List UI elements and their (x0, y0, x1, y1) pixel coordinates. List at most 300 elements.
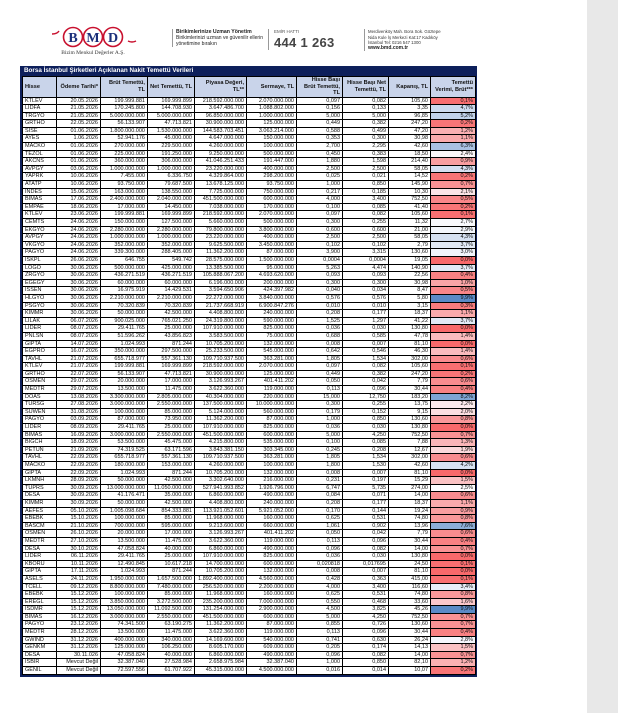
table-cell: 1.530.000.000 (148, 127, 195, 135)
ticker-cell: KTLEV (23, 97, 57, 105)
table-cell: 125.000.000 (101, 644, 148, 652)
table-cell: 8.800.000.000 (101, 583, 148, 591)
table-cell: 0,177 (343, 310, 389, 318)
table-row (23, 644, 476, 652)
table-row (23, 416, 476, 424)
table-row (23, 537, 476, 545)
table-cell: 25.000.000 (148, 424, 195, 432)
table-cell: 09.12.2026 (57, 583, 101, 591)
table-cell: 138.550.000 (148, 188, 195, 196)
table-cell: 0,008 (297, 340, 343, 348)
table-cell: 0,170 (297, 507, 343, 515)
table-cell: 15.10.2026 (57, 515, 101, 523)
table-cell: 214,40 (389, 158, 431, 166)
table-cell: 125.000.000 (247, 370, 297, 378)
table-cell: 21.07.2026 (57, 355, 101, 363)
yield-cell: 0,6% (431, 530, 476, 538)
table-cell: 0,036 (297, 424, 343, 432)
ticker-cell: EGEGY (23, 279, 57, 287)
table-cell: 490.000.000 (247, 651, 297, 659)
order-hotline-number: 444 1 263 (274, 35, 335, 50)
company-address (364, 29, 478, 51)
table-cell: 03.09.2026 (57, 416, 101, 424)
table-cell: 0,630 (343, 636, 389, 644)
table-cell: 06.11.2026 (57, 553, 101, 561)
table-row (23, 370, 476, 378)
table-cell: 0,007 (343, 469, 389, 477)
table-cell: 3.300.000.000 (101, 393, 148, 401)
table-cell: 3.583.500.000 (195, 332, 247, 340)
table-cell: 27.10.2026 (57, 537, 101, 545)
table-cell: 47.713.821 (148, 370, 195, 378)
table-cell: 127.500.000 (148, 219, 195, 227)
table-cell: 41,40 (389, 203, 431, 211)
table-cell: 61.707.922 (148, 667, 195, 675)
table-cell: 0,741 (297, 636, 343, 644)
table-cell: 24.06.2026 (57, 226, 101, 234)
table-cell: 74.319.525 (101, 446, 148, 454)
table-cell: 1.000.000.000 (101, 165, 148, 173)
table-cell: 32.387.040 (101, 659, 148, 667)
table-cell: 540.000.000 (247, 636, 297, 644)
table-row (23, 492, 476, 500)
table-row (23, 553, 476, 561)
table-cell: 0,008 (297, 469, 343, 477)
ticker-cell: GENIL (23, 667, 57, 675)
table-cell: 169.999.899 (148, 211, 195, 219)
column-header: Ödeme Tarihi* (57, 77, 101, 98)
table-cell: 107.910.000.000 (195, 325, 247, 333)
table-cell: 9,15 (389, 408, 431, 416)
table-cell: 119.000.000 (247, 537, 297, 545)
table-cell: 31.12.2026 (57, 644, 101, 652)
table-cell: 2.550.000.000 (148, 431, 195, 439)
table-cell: 16.09.2026 (57, 431, 101, 439)
yield-cell: 0,7% (431, 181, 476, 189)
table-cell: 2,500 (343, 234, 389, 242)
ticker-cell: EGPRO (23, 348, 57, 356)
column-header: Hisse Başı Net Temettü, TL (343, 77, 389, 98)
table-cell: 655.718.977 (101, 355, 148, 363)
table-row (23, 598, 476, 606)
table-row (23, 310, 476, 318)
table-cell: 1,800 (297, 462, 343, 470)
table-cell: 0,197 (343, 477, 389, 485)
table-row (23, 317, 476, 325)
address-line-2: Nida Kule İş Merkezi Kat:17 Kadıköy (368, 34, 438, 40)
table-cell: 0,449 (297, 370, 343, 378)
table-cell: 170.000.000 (247, 203, 297, 211)
table-row (23, 507, 476, 515)
table-cell: 01.06.2026 (57, 143, 101, 151)
table-cell: 0,096 (343, 537, 389, 545)
table-cell: 10.06.2026 (57, 173, 101, 181)
table-cell: 218.592.000.000 (195, 97, 247, 105)
table-cell: 3.840.000.000 (247, 294, 297, 302)
yield-cell: 0,0% (431, 553, 476, 561)
table-cell: 2,500 (297, 234, 343, 242)
table-row (23, 393, 476, 401)
table-cell: 16.12.2026 (57, 613, 101, 621)
table-cell: 2.070.000.000 (247, 211, 297, 219)
table-cell: 30.06.2026 (57, 310, 101, 318)
yield-cell: 0,6% (431, 355, 476, 363)
table-cell: 5,000 (297, 613, 343, 621)
table-cell: 0,850 (343, 659, 389, 667)
table-cell: 1,534 (343, 454, 389, 462)
table-cell: 0,096 (343, 386, 389, 394)
table-cell: 752,50 (389, 431, 431, 439)
table-cell: 74,80 (389, 515, 431, 523)
table-cell: 109.710.937.500 (195, 355, 247, 363)
table-row (23, 226, 476, 234)
ticker-cell: GRTHO (23, 370, 57, 378)
table-row (23, 522, 476, 530)
table-cell: 825.000.000 (247, 553, 297, 561)
table-cell: 11.050.000.000 (148, 484, 195, 492)
table-cell: 0,585 (343, 332, 389, 340)
table-cell: 17.06.2026 (57, 196, 101, 204)
table-cell: 3.126.993.267 (195, 530, 247, 538)
table-cell: 0,546 (343, 348, 389, 356)
table-cell: 42.500.000 (148, 477, 195, 485)
table-cell: 199.999.881 (101, 211, 148, 219)
yield-cell: 0,3% (431, 302, 476, 310)
ticker-cell: TURSG (23, 401, 57, 409)
table-cell: 3.000.000.000 (101, 431, 148, 439)
table-cell: 4,500 (297, 606, 343, 614)
table-cell: 130,80 (389, 553, 431, 561)
yield-cell: 0,2% (431, 173, 476, 181)
table-cell: 169.999.899 (148, 97, 195, 105)
table-row (23, 530, 476, 538)
table-cell: 2,500 (343, 165, 389, 173)
table-cell: 600.000.000 (247, 560, 297, 568)
table-cell: 0,100 (297, 203, 343, 211)
yield-cell: 1,1% (431, 135, 476, 143)
table-cell: 52.941.176 (101, 135, 148, 143)
yield-cell: 0,1% (431, 211, 476, 219)
table-cell: 15.12.2026 (57, 591, 101, 599)
table-cell: 0,255 (343, 219, 389, 227)
table-cell: 100.000.000 (101, 515, 148, 523)
table-cell: 113.921.052.601 (195, 507, 247, 515)
yield-cell: 0,7% (431, 431, 476, 439)
table-body (23, 97, 476, 674)
table-cell: 4,000 (297, 196, 343, 204)
table-cell: 70.320.839 (148, 302, 195, 310)
table-cell: 0,050 (297, 530, 343, 538)
table-row (23, 355, 476, 363)
table-cell: 10.705.200.000 (195, 568, 247, 576)
table-cell: 58,05 (389, 234, 431, 242)
table-cell: 274,00 (389, 484, 431, 492)
table-cell: 527.941.993.852 (195, 484, 247, 492)
table-cell: 22.05.2026 (57, 120, 101, 128)
table-cell: 0,300 (343, 135, 389, 143)
table-cell: 19,24 (389, 507, 431, 515)
table-cell: 871.244 (148, 340, 195, 348)
table-cell: 0,600 (297, 226, 343, 234)
table-cell: 170.245.800 (101, 105, 148, 113)
table-cell: 750.000.000 (247, 188, 297, 196)
table-cell: 240.000.000 (247, 499, 297, 507)
bmd-logo (48, 25, 138, 59)
table-cell: 3.063.214.000 (247, 127, 297, 135)
table-cell: 0,0004 (297, 256, 343, 264)
table-cell: 14.700.000.000 (195, 560, 247, 568)
table-cell: 10.000.000.000 (247, 401, 297, 409)
yield-cell: 2,4% (431, 150, 476, 158)
table-cell: 0,245 (297, 446, 343, 454)
table-cell: 1.926.796.000 (247, 484, 297, 492)
table-cell: 87.000.000 (101, 416, 148, 424)
table-row (23, 211, 476, 219)
ticker-cell: DESA (23, 651, 57, 659)
table-cell: 24,50 (389, 560, 431, 568)
yield-cell: 3,7% (431, 317, 476, 325)
table-row (23, 462, 476, 470)
table-cell: 30.06.2026 (57, 302, 101, 310)
table-cell: 22.272.000.000 (195, 294, 247, 302)
table-row (23, 386, 476, 394)
ticker-cell: KTLEV (23, 211, 57, 219)
table-cell: 0,010 (297, 302, 343, 310)
table-cell: 4.500.000.000 (247, 667, 297, 675)
table-cell: 5,735 (343, 484, 389, 492)
table-cell: 14,00 (389, 651, 431, 659)
table-cell: 08.09.2026 (57, 424, 101, 432)
table-cell: 3,825 (343, 606, 389, 614)
website-link[interactable]: www.bmd.com.tr (368, 44, 409, 51)
table-cell: 21.05.2026 (57, 112, 101, 120)
table-cell: 15.06.2026 (57, 188, 101, 196)
table-cell: 6,747 (297, 484, 343, 492)
table-cell: 130,80 (389, 424, 431, 432)
table-cell: 40.000.000 (148, 651, 195, 659)
table-row (23, 560, 476, 568)
yield-cell: 0,2% (431, 667, 476, 675)
table-cell: 13.500.000 (101, 386, 148, 394)
table-cell: 0,036 (297, 553, 343, 561)
table-cell: 79.687.500 (148, 181, 195, 189)
table-cell: 107.910.000.000 (195, 424, 247, 432)
ticker-cell: TEZOL (23, 150, 57, 158)
ticker-cell: ISSEN (23, 287, 57, 295)
table-cell: 82,10 (389, 659, 431, 667)
table-cell: 137.500.000.000 (195, 401, 247, 409)
table-row (23, 105, 476, 113)
yield-cell: 0,2% (431, 203, 476, 211)
table-cell: 0,0004 (343, 256, 389, 264)
table-cell: 132.000.000 (247, 340, 297, 348)
table-cell: 2.040.000.000 (148, 196, 195, 204)
table-cell: 0,850 (343, 416, 389, 424)
table-cell: 85.000.000 (148, 591, 195, 599)
table-cell: 132.000.000 (247, 469, 297, 477)
table-cell: 0,855 (297, 621, 343, 629)
table-cell: 3,400 (343, 196, 389, 204)
table-cell: Mevcut Değil (57, 659, 101, 667)
ticker-cell: LIDFA (23, 105, 57, 113)
svg-text:M: M (86, 31, 100, 46)
table-cell: 160.000.000 (247, 591, 297, 599)
table-cell: 0,208 (297, 310, 343, 318)
ticker-cell: OSMEN (23, 530, 57, 538)
table-cell: 3.622.360.000 (195, 537, 247, 545)
table-cell: 130,60 (389, 249, 431, 257)
table-cell: 660.000.000 (247, 522, 297, 530)
ticker-cell: PETUN (23, 446, 57, 454)
table-cell: 436.271.519 (101, 272, 148, 280)
table-cell: 13.385.500.000 (195, 264, 247, 272)
table-cell: 425.000.000 (148, 264, 195, 272)
table-cell: 12.490.845 (101, 560, 148, 568)
table-cell: 107.910.000.000 (195, 553, 247, 561)
table-cell: 29.411.765 (101, 424, 148, 432)
table-row (23, 127, 476, 135)
table-row (23, 112, 476, 120)
table-cell: 3.622.360.000 (195, 629, 247, 637)
table-cell: 220.000.000 (247, 393, 297, 401)
table-cell: 30.06.2026 (57, 279, 101, 287)
ticker-cell: EKGYO (23, 226, 57, 234)
table-cell: 160.000.000 (247, 515, 297, 523)
table-cell: 42.500.000 (148, 310, 195, 318)
table-row (23, 196, 476, 204)
table-cell: 600.000.000 (247, 431, 297, 439)
table-row (23, 575, 476, 583)
table-row (23, 408, 476, 416)
ticker-cell: AEFES (23, 507, 57, 515)
table-cell: 298.200.000 (247, 173, 297, 181)
table-cell: 0,007 (343, 568, 389, 576)
table-cell: 225.000.000 (101, 150, 148, 158)
yield-cell: 0,9% (431, 158, 476, 166)
table-cell: 15.12.2026 (57, 606, 101, 614)
yield-cell: 1,5% (431, 644, 476, 652)
table-cell: 130,60 (389, 416, 431, 424)
table-cell: 0,300 (297, 279, 343, 287)
column-header: Hisse Başı Brüt Temettü, TL (297, 77, 343, 98)
table-cell: 0,010 (343, 302, 389, 310)
yield-cell: 0,1% (431, 575, 476, 583)
table-cell: 130,80 (389, 325, 431, 333)
yield-cell: 0,7% (431, 545, 476, 553)
table-row (23, 667, 476, 675)
table-cell: 0,085 (343, 439, 389, 447)
table-cell: 0,428 (297, 575, 343, 583)
ticker-cell: ZRGYO (23, 272, 57, 280)
table-cell: 1.005.098.684 (101, 507, 148, 515)
table-cell: 17.000.000 (148, 378, 195, 386)
table-cell: 0,726 (343, 621, 389, 629)
table-cell: 47.713.821 (148, 120, 195, 128)
address-line-3: İstanbul Tel: 0216 547 1300 (368, 40, 421, 46)
table-cell: 0,300 (297, 401, 343, 409)
table-cell: 3.647.486.700 (195, 105, 247, 113)
table-cell: 256.520.000.000 (195, 583, 247, 591)
table-cell: 339.300.000 (101, 249, 148, 257)
table-cell: 20.05.2026 (57, 97, 101, 105)
table-cell: 132.000.000 (247, 568, 297, 576)
table-cell: 140,90 (389, 264, 431, 272)
yield-cell: 0,9% (431, 507, 476, 515)
table-cell: 3,315 (343, 249, 389, 257)
table-row (23, 469, 476, 477)
table-cell: 247,20 (389, 120, 431, 128)
address-line-1: Merdivenköy Mah. Bora Sok. Göztepe (368, 29, 441, 34)
yield-cell: 4,7% (431, 105, 476, 113)
ticker-cell: ISKPL (23, 256, 57, 264)
table-cell: 96,85 (389, 112, 431, 120)
table-cell: 1.024.993 (101, 568, 148, 576)
slogan-title: Birikimlerinize Uzman Yönetim (176, 29, 252, 35)
table-cell: 63.190.275 (148, 621, 195, 629)
table-cell: 183,20 (389, 393, 431, 401)
table-cell: 17.11.2026 (57, 568, 101, 576)
table-cell: 0,231 (297, 477, 343, 485)
column-header: Temettü Verimi, Brüt*** (431, 77, 476, 98)
table-cell: 400.000.000 (101, 636, 148, 644)
table-cell: 13,96 (389, 522, 431, 530)
table-cell: 6.860.000.000 (195, 492, 247, 500)
ticker-cell: TRGYO (23, 112, 57, 120)
table-cell: 6.860.000.000 (195, 651, 247, 659)
table-cell: 106.250.000 (148, 644, 195, 652)
table-cell: 0,353 (297, 135, 343, 143)
table-cell: 22.09.2026 (57, 469, 101, 477)
table-cell: 0,144 (343, 507, 389, 515)
table-cell: 14,00 (389, 492, 431, 500)
table-cell: 0,030 (343, 424, 389, 432)
company-name: Bizim Menkul Değerler A.Ş. (61, 50, 125, 56)
table-cell: 871.244 (148, 469, 195, 477)
table-row (23, 143, 476, 151)
table-cell: 0,007 (343, 340, 389, 348)
ticker-cell: INDES (23, 188, 57, 196)
table-row (23, 583, 476, 591)
ticker-cell: AKCNS (23, 158, 57, 166)
table-cell: 2.070.000.000 (247, 363, 297, 371)
table-cell: 13.050.000.000 (101, 606, 148, 614)
table-cell: 5,000 (297, 431, 343, 439)
table-cell: 16.975.919 (101, 287, 148, 295)
table-cell: 43.856.823 (148, 332, 195, 340)
table-cell: 105,60 (389, 97, 431, 105)
ticker-cell: BASCM (23, 522, 57, 530)
table-cell: 30.06.2026 (57, 294, 101, 302)
table-cell: 30.11.026 (57, 651, 101, 659)
table-cell: 7.455.000 (101, 173, 148, 181)
table-cell: 0,174 (343, 644, 389, 652)
table-cell: 3.622.360.000 (195, 386, 247, 394)
table-cell: 5,000 (343, 112, 389, 120)
table-cell: 81,10 (389, 340, 431, 348)
table-cell: 18,37 (389, 310, 431, 318)
table-cell: 655.718.977 (101, 454, 148, 462)
table-cell: Mevcut Değil (57, 667, 101, 675)
table-cell: 22.07.2026 (57, 370, 101, 378)
table-cell: 0,588 (297, 127, 343, 135)
table-cell: 7,88 (389, 439, 431, 447)
table-cell: 0,085 (343, 203, 389, 211)
table-row (23, 636, 476, 644)
ticker-cell: GIPTA (23, 469, 57, 477)
table-cell: 21.737.668.919 (195, 302, 247, 310)
table-cell: 3.843.381.150 (195, 446, 247, 454)
table-cell: 500.000.000 (247, 150, 297, 158)
